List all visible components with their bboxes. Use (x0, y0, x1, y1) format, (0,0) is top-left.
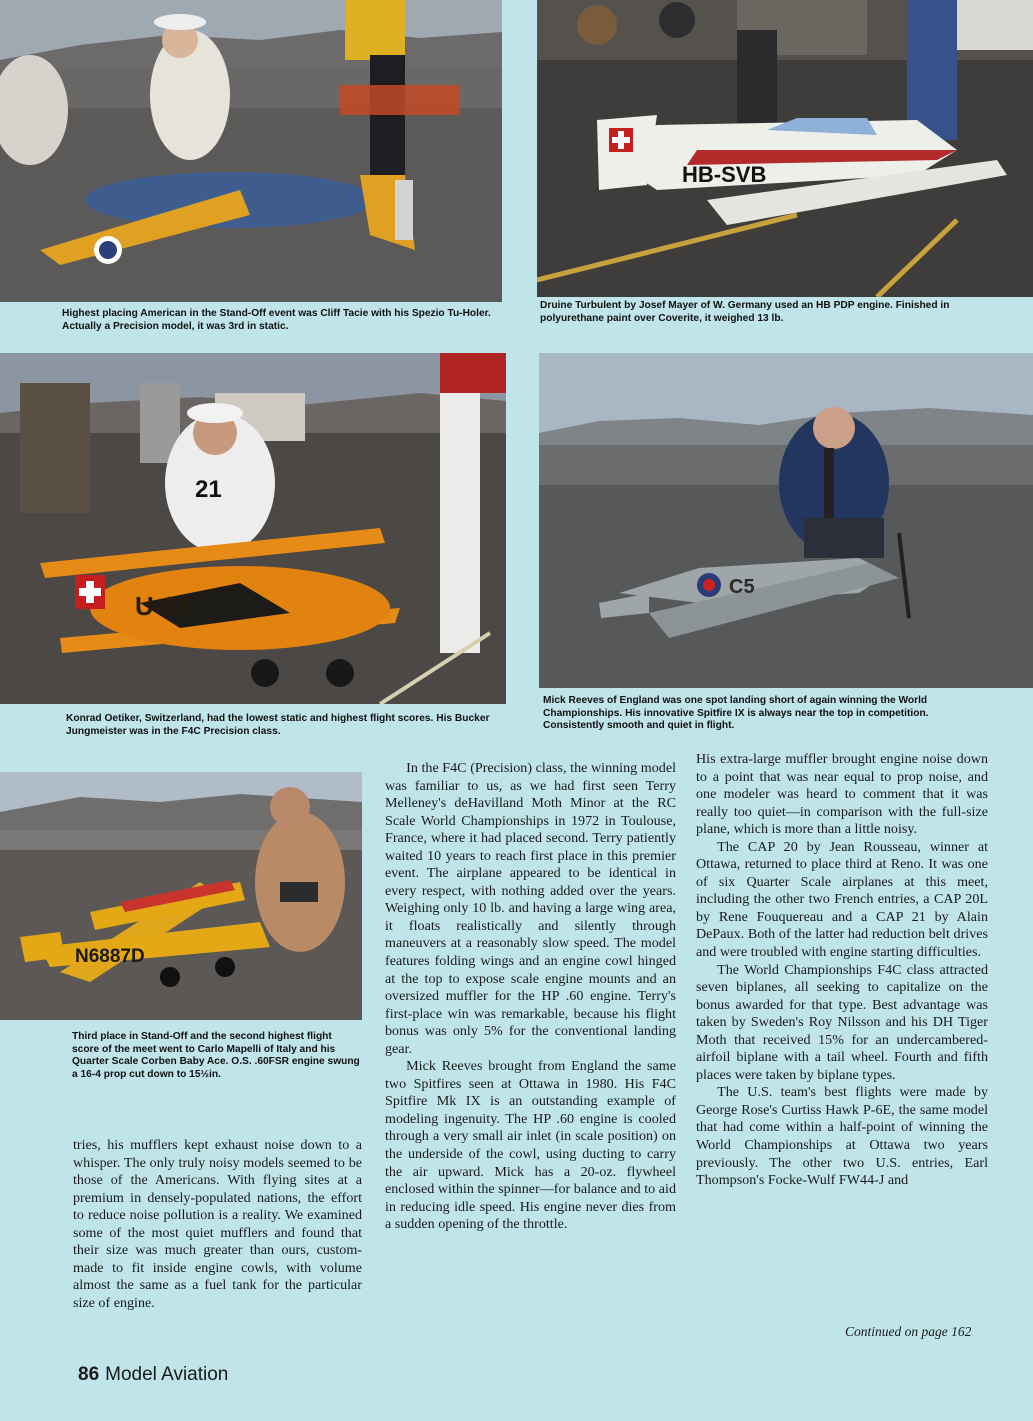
caption-spitfire: Mick Reeves of England was one spot landing short of again winning the World Championships. His innovative Spitfire IX is always near the top in competition. Consistently smooth and quiet in flight. (543, 695, 929, 731)
svg-text:C5: C5 (729, 576, 755, 598)
paragraph: Mick Reeves brought from England the same two Spitfires seen at Ottawa in 1980. His F4C Spitfire Mk IX is an outstanding example of modeling ingenuity. The HP .60 engine is cooled through a very small air inlet (in scale position) on the underside of the cowl, using ducting to carry the air upward. Mick has a 20-oz. flywheel enclosed within the spinner—for balance and to aid in reducing idle speed. His engine never dies from a sudden opening of the throttle. (385, 1058, 676, 1233)
column-right (696, 751, 988, 1190)
caption-cliff-tacie: Highest placing American in the Stand-Off event was Cliff Tacie with his Spezio Tu-Holer. Actually a Precision model, it was 3rd in static. (62, 308, 491, 332)
paragraph: tries, his mufflers kept exhaust noise down to a whisper. The only truly noisy models seemed to be those of the Americans. With flying sites at a premium in densely-populated nations, the effort to reduce noise pollution is a reality. We examined some of the most quiet mufflers and found that their size was much greater than ours, custom-made to fit inside engine cowls, with volume almost the same as a fuel tank for the particular size of engine. (73, 1137, 362, 1311)
photo-druine-turbulent (537, 0, 1033, 297)
svg-text:HB-SVB: HB-SVB (682, 162, 767, 187)
caption-bucker-jungmeister: Konrad Oetiker, Switzerland, had the lowest static and highest flight scores. His Bucker Jungmeister was in the F4C Precision class. (66, 713, 490, 737)
paragraph: His extra-large muffler brought engine noise down to a point that was near equal to prop noise, and one modeler was heard to comment that it was really too quiet—in comparison with the full-size plane, which is more than a little noisy. (696, 751, 988, 838)
column-left (73, 1137, 362, 1312)
svg-text:N6887D: N6887D (75, 946, 145, 967)
photo-bucker-jungmeister (0, 353, 506, 704)
caption-druine-turbulent: Druine Turbulent by Josef Mayer of W. Germany used an HB PDP engine. Finished in polyurethane paint over Coverite, it weighed 13 lb. (540, 300, 950, 324)
caption-corben-baby-ace: Third place in Stand-Off and the second highest flight score of the meet went to Carlo Mapelli of Italy and his Quarter Scale Corben Baby Ace. O.S. .60FSR engine swung a 16-4 prop cut down to 15½in. (72, 1031, 360, 1080)
page-number: 86 (78, 1364, 100, 1385)
column-middle (385, 760, 676, 1234)
paragraph: The U.S. team's best flights were made by George Rose's Curtiss Hawk P-6E, the same model that had come within a half-point of winning the World Championships at Ottawa two years previously. The other two U.S. entries, Earl Thompson's Focke-Wulf FW44-J and (696, 1084, 988, 1189)
photo-spitfire (539, 353, 1033, 688)
paragraph: The World Championships F4C class attracted seven biplanes, all seeking to capitalize on the bonus awarded for that type. Best advantage was taken by Sweden's Roy Nilsson and his DH Tiger Moth that received 15% for an undercambered-airfoil biplane with a tail wheel. Fourth and fifth places were taken by biplane types. (696, 961, 988, 1083)
paragraph: In the F4C (Precision) class, the winning model was familiar to us, as we had first seen Terry Melleney's deHavilland Moth Minor at the RC Scale World Championships in 1972 in Toulouse, France, where it had placed second. Terry patiently waited 10 years to reach first place in this premier event. The airplane appeared to be identical in every respect, with nothing added over the years. Weighing only 10 lb. and having a large wing area, it floats realistically and silently through maneuvers at a reasonably slow speed. The model features folding wings and an engine cowl hinged at the top to expose scale engine mounts and an oversized muffler for the HP .60 engine. Terry's first-place win was remarkable, because his flight bonus was only 5% for the conventional landing gear. (385, 760, 676, 1057)
svg-text:21: 21 (195, 476, 222, 503)
continued-note: Continued on page 162 (845, 1324, 972, 1339)
magazine-name: Model Aviation (105, 1364, 229, 1385)
paragraph: The CAP 20 by Jean Rousseau, winner at Ottawa, returned to place third at Reno. It was one of six Quarter Scale airplanes at this meet, including the other two French entries, a CAP 20L by Rene Fouquereau and a CAP 21 by Alain DePaux. Both of the latter had reduction belt drives and were troubled with engine starting difficulties. (696, 838, 988, 961)
svg-text:U-61: U-61 (135, 591, 192, 621)
photo-corben-baby-ace (0, 772, 362, 1020)
photo-cliff-tacie (0, 0, 502, 302)
page-footer (78, 1364, 228, 1386)
